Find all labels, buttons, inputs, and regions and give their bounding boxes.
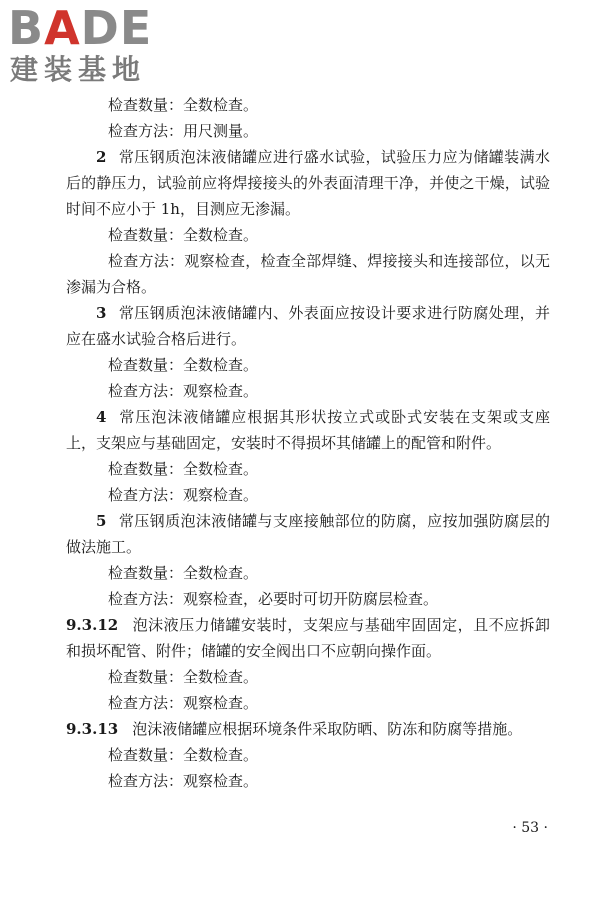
- inspection-line: [66, 378, 550, 404]
- paragraph-text: 检查方法：用尺测量。: [108, 122, 259, 140]
- clause-number: 9.3.13: [66, 720, 119, 738]
- inspection-line: [66, 482, 550, 508]
- paragraph-text: 泡沫液压力储罐安装时，支架应与基础牢固固定，且不应拆卸和损坏配管、附件；储罐的安全阀出口不应朝向操作面。: [66, 616, 550, 660]
- inspection-line: [66, 92, 550, 118]
- inspection-line: [66, 768, 550, 794]
- paragraph-text: 检查方法：观察检查。: [108, 382, 259, 400]
- clause-paragraph: [66, 612, 550, 664]
- paragraph-text: 检查方法：观察检查，检查全部焊缝、焊接接头和连接部位，以无渗漏为合格。: [66, 252, 550, 296]
- inspection-line: [66, 456, 550, 482]
- inspection-line: [66, 222, 550, 248]
- item-number: 3: [96, 304, 107, 322]
- inspection-line: [66, 664, 550, 690]
- item-number: 5: [96, 512, 107, 530]
- item-number: 4: [96, 408, 107, 426]
- item-number: 2: [96, 148, 107, 166]
- paragraph-text: 检查数量：全数检查。: [108, 668, 259, 686]
- inspection-line: [66, 248, 550, 300]
- paragraph-text: 常压泡沫液储罐应根据其形状按立式或卧式安装在支架或支座上，支架应与基础固定，安装时不得损坏其储罐上的配管和附件。: [66, 408, 550, 452]
- paragraph-text: 检查数量：全数检查。: [108, 746, 259, 764]
- inspection-line: [66, 118, 550, 144]
- document-body: [66, 92, 550, 794]
- inspection-line: [66, 586, 550, 612]
- clause-paragraph: [66, 716, 550, 742]
- inspection-line: [66, 560, 550, 586]
- paragraph-text: 检查数量：全数检查。: [108, 460, 259, 478]
- paragraph-text: 常压钢质泡沫液储罐与支座接触部位的防腐，应按加强防腐层的做法施工。: [66, 512, 550, 556]
- clause-number: 9.3.12: [66, 616, 119, 634]
- logo-wordmark: [8, 1, 178, 55]
- paragraph-text: 检查数量：全数检查。: [108, 226, 259, 244]
- paragraph-text: 检查数量：全数检查。: [108, 96, 259, 114]
- inspection-line: [66, 742, 550, 768]
- inspection-line: [66, 352, 550, 378]
- paragraph-text: 常压钢质泡沫液储罐应进行盛水试验，试验压力应为储罐装满水后的静压力，试验前应将焊接接头的外表面清理干净，并使之干燥，试验时间不应小于 1h，目测应无渗漏。: [66, 148, 550, 218]
- paragraph-text: 检查数量：全数检查。: [108, 356, 259, 374]
- item-paragraph: [66, 508, 550, 560]
- paragraph-text: 检查方法：观察检查。: [108, 694, 259, 712]
- logo-subtitle: 建装基地: [10, 53, 147, 86]
- logo: [8, 1, 178, 86]
- item-paragraph: [66, 404, 550, 456]
- item-paragraph: [66, 300, 550, 352]
- paragraph-text: 检查数量：全数检查。: [108, 564, 259, 582]
- inspection-line: [66, 690, 550, 716]
- paragraph-text: 检查方法：观察检查。: [108, 486, 259, 504]
- item-paragraph: [66, 144, 550, 222]
- logo-wordmark-text: BADE: [8, 1, 153, 55]
- paragraph-text: 检查方法：观察检查。: [108, 772, 259, 790]
- paragraph-text: 检查方法：观察检查，必要时可切开防腐层检查。: [108, 590, 439, 608]
- page-number: · 53 ·: [512, 820, 548, 836]
- paragraph-text: 泡沫液储罐应根据环境条件采取防晒、防冻和防腐等措施。: [132, 720, 523, 738]
- paragraph-text: 常压钢质泡沫液储罐内、外表面应按设计要求进行防腐处理，并应在盛水试验合格后进行。: [66, 304, 550, 348]
